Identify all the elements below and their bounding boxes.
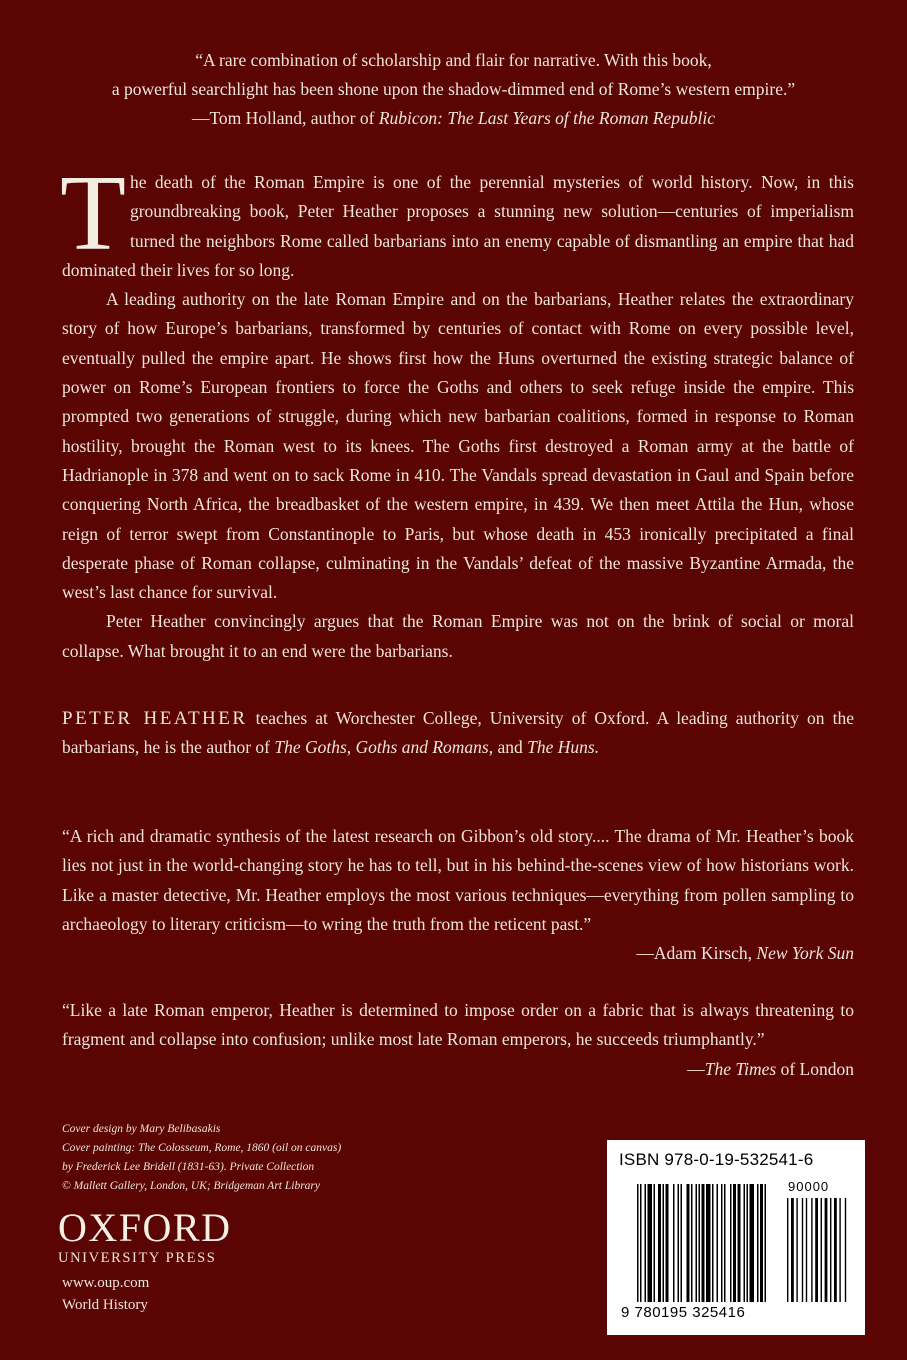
review-times-attribution-suffix: of London [776,1058,854,1079]
top-quote-attribution-prefix: —Tom Holland, author of [191,108,379,128]
isbn-barcode-box [607,1140,865,1335]
credit-line-3: by Frederick Lee Bridell (1831-63). Private Collection [62,1161,315,1173]
author-bio-separator-2: , and [488,737,528,758]
barcode-digits: 9 780195 325416 [621,1304,746,1321]
description-paragraph-1-text: he death of the Roman Empire is one of the perennial mysteries of world history. Now, in this groundbreaking book, Peter Heather proposes a stunning new solution—centuries of imperialism turned the neighbors Rome called barbarians into an enemy capable of dismantling an empire that had dominated their lives for so long. [62,172,854,280]
top-quote-line-1: “A rare combination of scholarship and flair for narrative. With this book, [195,50,712,70]
description-paragraph-3: Peter Heather convincingly argues that the Roman Empire was not on the brink of social or moral collapse. What brought it to an end were the barbarians. [62,611,854,661]
author-book-2: Goths and Romans [355,737,489,758]
review-times-text: “Like a late Roman emperor, Heather is determined to impose order on a fabric that is always threatening to fragment and collapse into confusion; unlike most late Roman emperors, he succeeds triumphantly.” [62,1000,854,1050]
publisher-block [58,1205,232,1316]
top-quote [0,46,907,133]
description-paragraph-2: A leading authority on the late Roman Empire and on the barbarians, Heather relates the extraordinary story of how Europe’s barbarians, transformed by centuries of contact with Rome on every possible level, eventually pulled the empire apart. He shows first how the Huns overturned the existing strategic balance of power on Rome’s European frontiers to force the Goths and others to seek refuge inside the empire. This prompted two generations of struggle, during which new barbarian coalitions, formed in response to Roman hostility, brought the Roman west to its knees. The Goths first destroyed a Roman army at the battle of Hadrianople in 378 and went on to sack Rome in 410. The Vandals spread devastation in Gaul and Spain before conquering North Africa, the breadbasket of the western empire, in 439. We then meet Attila the Hun, whose reign of terror swept from Constantinople to Paris, but whose death in 453 ironically precipitated a final desperate phase of Roman collapse, culminating in the Vandals’ defeat of the massive Byzantine Armada, the west’s last chance for survival. [62,289,854,603]
credit-line-4: © Mallett Gallery, London, UK; Bridgeman Art Library [62,1180,321,1192]
author-book-3: The Huns. [527,737,600,758]
review-kirsch-attribution [62,939,854,968]
isbn-label: ISBN 978-0-19-532541-6 [619,1150,814,1169]
author-bio-separator-1: , [346,737,356,758]
review-times [62,996,854,1084]
review-kirsch-attribution-prefix: —Adam Kirsch, [636,943,757,964]
barcode-addon-digits: 90000 [788,1179,830,1194]
review-times-source: The Times [704,1058,777,1079]
drop-cap: T [60,154,126,273]
top-quote-attribution-title: Rubicon: The Last Years of the Roman Republic [378,108,716,128]
description-paragraph-1 [60,154,854,285]
publisher-url: www.oup.com [62,1275,150,1291]
credit-line-2: Cover painting: The Colosseum, Rome, 1860 (oil on canvas) [62,1142,342,1154]
review-kirsch-source: New York Sun [756,943,854,964]
author-name: PETER HEATHER [62,708,248,729]
top-quote-attribution [0,104,907,133]
review-times-attribution [62,1055,854,1084]
cover-credits [62,1120,341,1196]
author-bio-text: teaches at Worchester College, University of Oxford. A leading authority on the barbarians, he is the author of [62,708,854,758]
university-press-label: UNIVERSITY PRESS [58,1250,217,1266]
review-kirsch-text: “A rich and dramatic synthesis of the latest research on Gibbon’s old story.... The drama of Mr. Heather’s book lies not just in the world-changing story he has to tell, but in his behind-the-scenes view of how historians work. Like a master detective, Mr. Heather employs the most various techniques—everything from pollen sampling to archaeology to literary criticism—to wring the truth from the reticent past.” [62,826,854,934]
barcode-icon [607,1180,865,1310]
author-bio [62,704,854,763]
credit-line-1: Cover design by Mary Belibasakis [62,1123,221,1135]
top-quote-line-2: a powerful searchlight has been shone upon the shadow-dimmed end of Rome’s western empire.” [111,79,796,99]
review-times-attribution-prefix: — [687,1058,705,1079]
book-description [60,154,854,666]
author-book-1: The Goths [274,737,347,758]
subject-category: World History [62,1297,148,1313]
oxford-logo: OXFORD [58,1205,232,1250]
review-kirsch [62,822,854,968]
